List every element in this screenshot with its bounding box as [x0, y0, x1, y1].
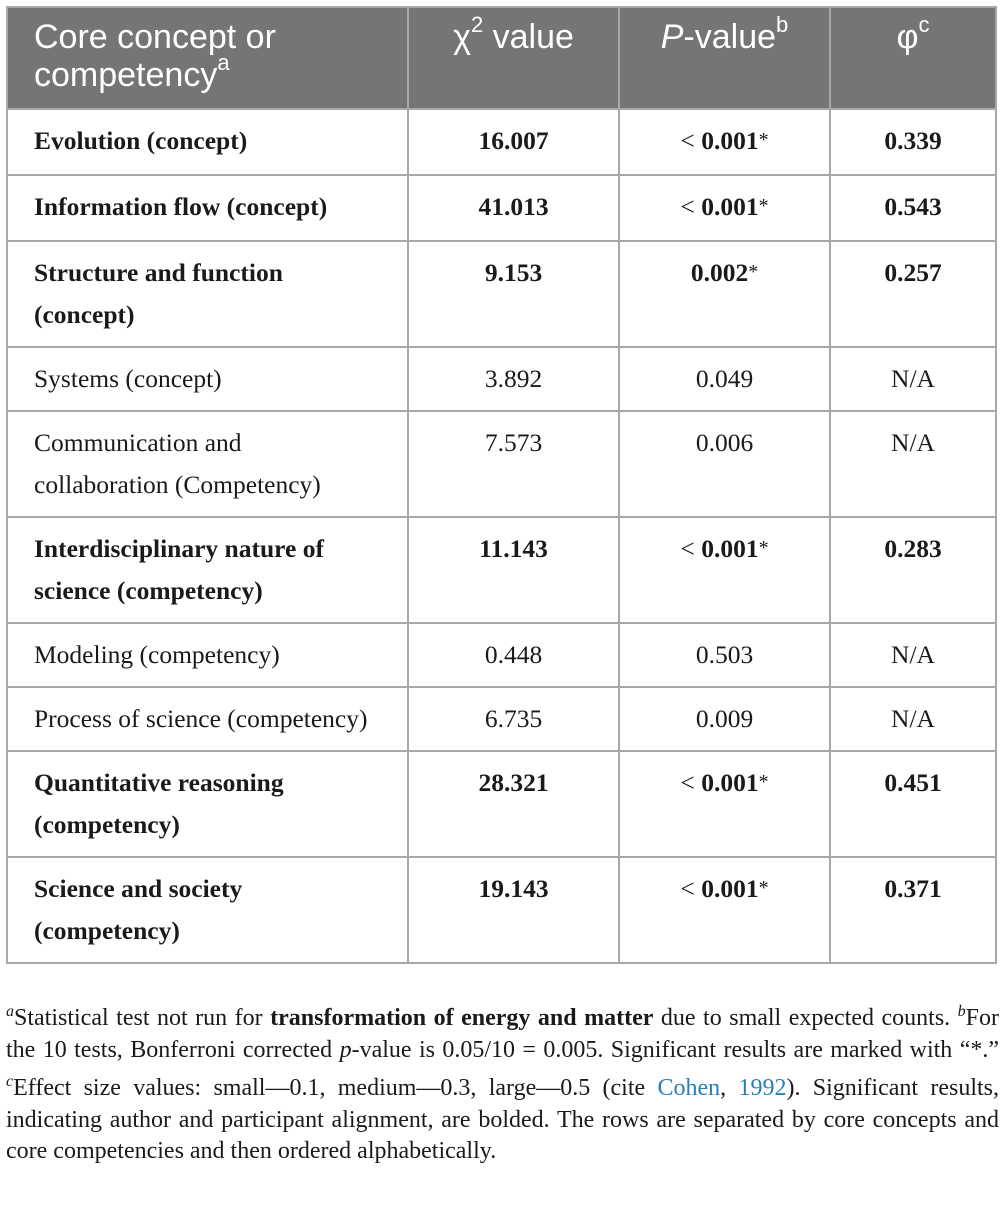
- row-chi2: 7.573: [408, 411, 619, 517]
- table-row: [7, 109, 996, 175]
- row-phi: N/A: [830, 347, 996, 411]
- row-p-value: 0.503: [619, 623, 830, 687]
- results-table: [6, 6, 997, 964]
- row-label: Modeling (competency): [7, 623, 408, 687]
- row-phi: N/A: [830, 623, 996, 687]
- row-p-value: 0.009: [619, 687, 830, 751]
- row-phi: 0.451: [830, 751, 996, 857]
- row-label: Process of science (competency): [7, 687, 408, 751]
- row-p-value: < 0.001*: [619, 857, 830, 963]
- cohen-citation-link[interactable]: Cohen: [657, 1075, 721, 1101]
- row-chi2: 0.448: [408, 623, 619, 687]
- table-row: [7, 687, 996, 751]
- row-label: Systems (concept): [7, 347, 408, 411]
- row-chi2: 28.321: [408, 751, 619, 857]
- row-p-value: < 0.001*: [619, 517, 830, 623]
- significance-marker: *: [758, 537, 769, 559]
- row-phi: 0.257: [830, 241, 996, 347]
- row-label: Quantitative reasoning (competency): [7, 751, 408, 857]
- header-core-concept: Core concept or competency$^a$: [7, 7, 408, 109]
- table-row: [7, 241, 996, 347]
- table-row: [7, 347, 996, 411]
- row-phi: N/A: [830, 411, 996, 517]
- year-citation-link[interactable]: 1992: [738, 1075, 787, 1101]
- row-label: Structure and function (concept): [7, 241, 408, 347]
- header-p-value: P-value$^b$: [619, 7, 830, 109]
- row-phi: 0.339: [830, 109, 996, 175]
- row-chi2: 9.153: [408, 241, 619, 347]
- row-label: Science and society (competency): [7, 857, 408, 963]
- header-row: [7, 7, 996, 109]
- row-p-value: < 0.001*: [619, 109, 830, 175]
- row-chi2: 16.007: [408, 109, 619, 175]
- header-chi-square: $\chi^2$ value: [408, 7, 619, 109]
- table-row: [7, 623, 996, 687]
- footnote-a-marker: a: [6, 1003, 14, 1020]
- row-label: Evolution (concept): [7, 109, 408, 175]
- row-p-value: < 0.001*: [619, 175, 830, 241]
- footnote-b-marker: b: [957, 1003, 966, 1020]
- significance-marker: *: [758, 877, 769, 899]
- footnote-c-marker: c: [6, 1073, 14, 1090]
- significance-marker: *: [758, 195, 769, 217]
- row-chi2: 41.013: [408, 175, 619, 241]
- row-label: Communication and collaboration (Competency): [7, 411, 408, 517]
- row-p-value: < 0.001*: [619, 751, 830, 857]
- row-p-value: 0.002*: [619, 241, 830, 347]
- row-p-value: 0.049: [619, 347, 830, 411]
- table-row: [7, 517, 996, 623]
- row-phi: 0.371: [830, 857, 996, 963]
- row-p-value: 0.006: [619, 411, 830, 517]
- row-label: Interdisciplinary nature of science (competency): [7, 517, 408, 623]
- table-row: [7, 411, 996, 517]
- significance-marker: *: [748, 261, 759, 283]
- row-chi2: 3.892: [408, 347, 619, 411]
- table-footnotes: $^a$Statistical test not run for transformation of energy and matter due to small expected counts. $^b$For the 10 tests, Bonferroni corrected p-value is 0.05/10 = 0.005. Significant results are marked with “*.” $^c$Effect size values: small—0.1, medium—0.3, large—0.5 (cite Cohen, 1992). Significant results, indicating author and participant alignment, are bolded. The rows are separated by core concepts and core competencies and then ordered alphabetically.: [6, 1003, 1000, 1164]
- row-chi2: 6.735: [408, 687, 619, 751]
- table-row: [7, 751, 996, 857]
- table-row: [7, 175, 996, 241]
- significance-marker: *: [758, 771, 769, 793]
- table-row: [7, 857, 996, 963]
- row-chi2: 19.143: [408, 857, 619, 963]
- row-phi: 0.543: [830, 175, 996, 241]
- significance-marker: *: [758, 129, 769, 151]
- row-chi2: 11.143: [408, 517, 619, 623]
- row-label: Information flow (concept): [7, 175, 408, 241]
- header-phi: $\varphi^c$: [830, 7, 996, 109]
- row-phi: 0.283: [830, 517, 996, 623]
- row-phi: N/A: [830, 687, 996, 751]
